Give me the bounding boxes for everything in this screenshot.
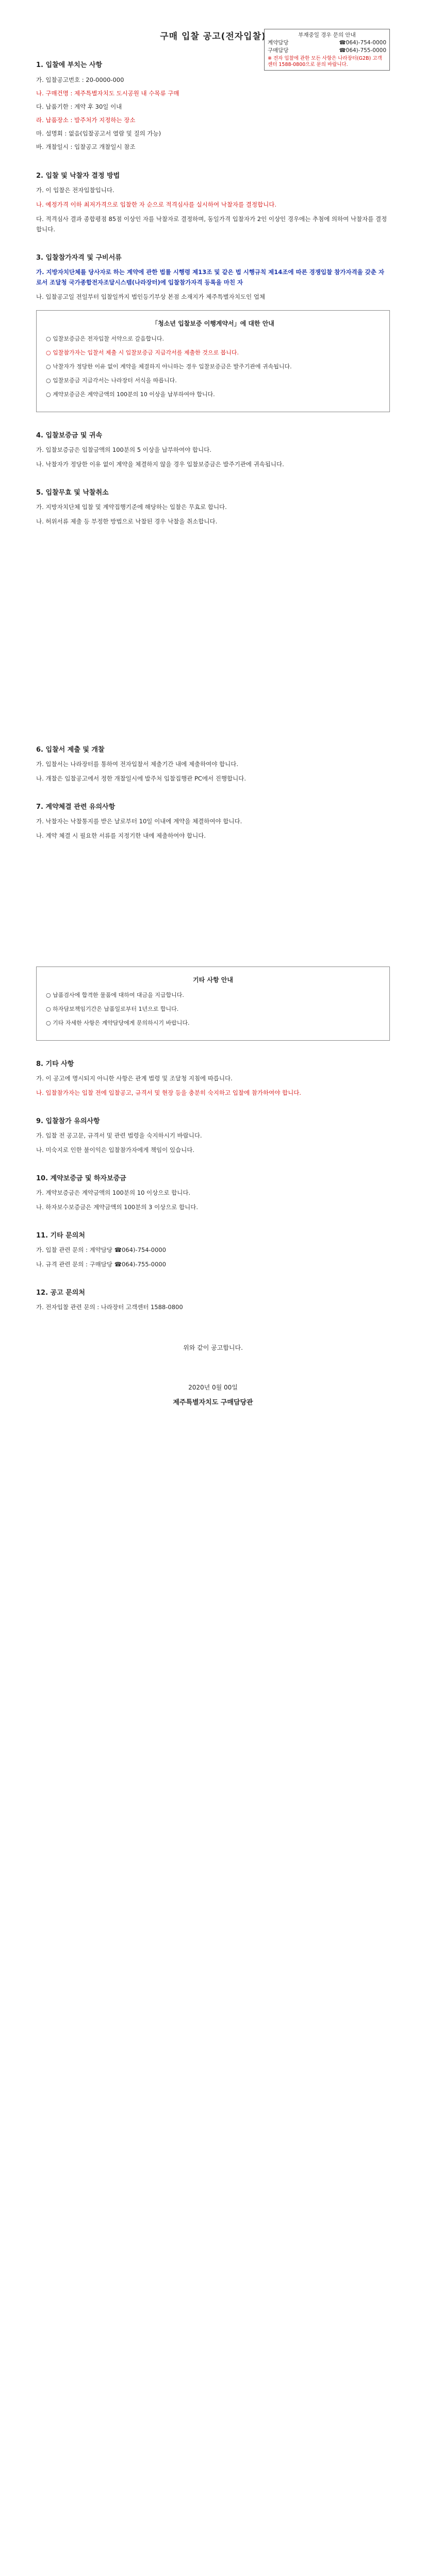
notice-box-title: 기타 사항 안내 xyxy=(193,976,233,984)
paragraph: 나. 입찰공고일 전일부터 입찰일까지 법인등기부상 본점 소재지가 제주특별자치도인 업체 xyxy=(36,293,265,300)
paragraph: 가. 입찰보증금은 입찰금액의 100분의 5 이상을 납부하여야 합니다. xyxy=(36,446,211,453)
section-3 xyxy=(36,252,390,302)
paragraph: 가. 입찰 관련 문의 : 계약담당 ☎064)-754-0000 xyxy=(36,1246,166,1253)
section-12 xyxy=(36,1287,390,1312)
contact-label: 계약담당 xyxy=(268,40,289,46)
section-title: 1. 입찰에 부치는 사항 xyxy=(36,61,103,69)
paragraph: 나. 하자보수보증금은 계약금액의 100분의 3 이상으로 합니다. xyxy=(36,1204,199,1211)
notice-line: ○ 입찰보증금은 전자입찰 서약으로 갈음합니다. xyxy=(46,335,164,342)
contact-box xyxy=(264,29,390,71)
notice-box xyxy=(36,967,390,1041)
paragraph: 나. 예정가격 이하 최저가격으로 입찰한 자 순으로 적격심사를 실시하여 낙찰자를 결정합니다. xyxy=(36,201,277,208)
paragraph: 가. 전자입찰 관련 문의 : 나라장터 고객센터 1588-0800 xyxy=(36,1303,183,1311)
page-title: 구매 입찰 공고(전자입찰) xyxy=(160,31,266,42)
list-item: 마. 설명회 : 없음(입찰공고서 열람 및 질의 가능) xyxy=(36,130,161,137)
paragraph: 나. 개찰은 입찰공고에서 정한 개찰일시에 발주처 입찰집행관 PC에서 진행합니다. xyxy=(36,775,247,782)
contact-value: ☎064)-754-0000 xyxy=(339,40,386,46)
notice-line: ○ 납품검사에 합격한 물품에 대하여 대금을 지급합니다. xyxy=(46,992,184,998)
section-1-items xyxy=(36,74,390,152)
paragraph: 가. 지방자치단체를 당사자로 하는 계약에 관한 법률 시행령 제13조 및 같은 법 시행규칙 제14조에 따른 경쟁입찰 참가자격을 갖춘 자로서 조달청 국가종합전자조달시스템(나라장터)에 입찰참가자격 등록을 마친 자 xyxy=(36,268,384,286)
section-10 xyxy=(36,1173,390,1212)
paragraph: 다. 적격심사 결과 종합평점 85점 이상인 자를 낙찰자로 결정하며, 동일가격 입찰자가 2인 이상인 경우에는 추첨에 의하여 낙찰자를 결정합니다. xyxy=(36,215,387,233)
paragraph: 가. 계약보증금은 계약금액의 100분의 10 이상으로 합니다. xyxy=(36,1189,191,1196)
section-title: 3. 입찰참가자격 및 구비서류 xyxy=(36,254,122,262)
paragraph: 나. 미숙지로 인한 불이익은 입찰참가자에게 책임이 있습니다. xyxy=(36,1146,194,1154)
notice-line: ○ 기타 자세한 사항은 계약담당에게 문의하시기 바랍니다. xyxy=(46,1020,190,1026)
paragraph: 가. 입찰서는 나라장터를 통하여 전자입찰서 제출기간 내에 제출하여야 합니다. xyxy=(36,760,239,768)
paragraph: 가. 지방자치단체 입찰 및 계약집행기준에 해당하는 입찰은 무효로 합니다. xyxy=(36,503,227,511)
contact-label: 구매담당 xyxy=(268,47,289,54)
list-item: 가. 입찰공고번호 : 20-0000-000 xyxy=(36,76,124,83)
contact-note: ※ 전자 입찰에 관한 모든 사항은 나라장터(G2B) 고객센터 1588-0800으로 문의 바랍니다. xyxy=(268,56,382,67)
section-title: 7. 계약체결 관련 유의사항 xyxy=(36,803,116,811)
section-title: 9. 입찰참가 유의사항 xyxy=(36,1117,100,1125)
notice-box-title: 「청소년 입찰보증 이행계약서」에 대한 안내 xyxy=(152,320,274,327)
notice-line: ○ 하자담보책임기간은 납품일로부터 1년으로 합니다. xyxy=(46,1006,179,1012)
section-1 xyxy=(36,59,390,152)
list-item: 라. 납품장소 : 발주처가 지정하는 장소 xyxy=(36,116,136,124)
section-title: 11. 기타 문의처 xyxy=(36,1232,85,1240)
list-item: 나. 구매건명 : 제주특별자치도 도시공원 내 수목류 구매 xyxy=(36,90,179,97)
notice-box xyxy=(36,310,390,412)
section-11 xyxy=(36,1230,390,1269)
paragraph: 가. 낙찰자는 낙찰통지를 받은 날로부터 10일 이내에 계약을 체결하여야 합니다. xyxy=(36,818,242,825)
paragraph: 나. 입찰참가자는 입찰 전에 입찰공고, 규격서 및 현장 등을 충분히 숙지하고 입찰에 참가하여야 합니다. xyxy=(36,1089,301,1096)
paragraph: 가. 입찰 전 공고문, 규격서 및 관련 법령을 숙지하시기 바랍니다. xyxy=(36,1132,202,1139)
section-6 xyxy=(36,744,390,784)
list-item: 바. 개찰일시 : 입찰공고 개찰일시 참조 xyxy=(36,143,136,150)
notice-line: ○ 계약보증금은 계약금액의 100분의 10 이상을 납부하여야 합니다. xyxy=(46,391,215,398)
closing-statement: 위와 같이 공고합니다. xyxy=(183,1344,243,1351)
section-5 xyxy=(36,487,390,527)
notice-date: 2020년 0월 00일 xyxy=(188,1384,238,1391)
notice-line: ○ 입찰참가자는 입찰서 제출 시 입찰보증금 지급각서를 제출한 것으로 봅니다. xyxy=(46,349,239,356)
paragraph: 가. 이 공고에 명시되지 아니한 사항은 관계 법령 및 조달청 지침에 따릅니다. xyxy=(36,1075,233,1082)
section-7 xyxy=(36,801,390,841)
section-title: 2. 입찰 및 낙찰자 결정 방법 xyxy=(36,172,120,180)
paragraph: 나. 허위서류 제출 등 부정한 방법으로 낙찰된 경우 낙찰을 취소합니다. xyxy=(36,518,218,525)
contact-row xyxy=(268,47,386,55)
contact-box-header: 부재중일 경우 문의 안내 xyxy=(298,32,356,38)
notice-line: ○ 낙찰자가 정당한 이유 없이 계약을 체결하지 아니하는 경우 입찰보증금은 발주기관에 귀속됩니다. xyxy=(46,363,292,370)
section-8 xyxy=(36,1058,390,1098)
section-title: 5. 입찰무효 및 낙찰취소 xyxy=(36,489,109,497)
notice-line: ○ 입찰보증금 지급각서는 나라장터 서식을 따릅니다. xyxy=(46,377,177,384)
paragraph: 나. 규격 관련 문의 : 구매담당 ☎064)-755-0000 xyxy=(36,1261,166,1268)
paragraph: 나. 계약 체결 시 필요한 서류를 지정기한 내에 제출하여야 합니다. xyxy=(36,832,206,839)
section-title: 10. 계약보증금 및 하자보증금 xyxy=(36,1175,126,1182)
paragraph: 나. 낙찰자가 정당한 이유 없이 계약을 체결하지 않을 경우 입찰보증금은 발주기관에 귀속됩니다. xyxy=(36,461,284,468)
contact-row xyxy=(268,39,386,47)
paragraph: 가. 이 입찰은 전자입찰입니다. xyxy=(36,187,114,194)
section-2 xyxy=(36,170,390,234)
section-title: 4. 입찰보증금 및 귀속 xyxy=(36,432,103,439)
section-title: 6. 입찰서 제출 및 개찰 xyxy=(36,746,105,754)
section-title: 12. 공고 문의처 xyxy=(36,1289,85,1297)
section-4 xyxy=(36,430,390,469)
list-item: 다. 납품기한 : 계약 후 30일 이내 xyxy=(36,103,122,110)
section-title: 8. 기타 사항 xyxy=(36,1060,74,1068)
contact-value: ☎064)-755-0000 xyxy=(339,47,386,54)
spacer xyxy=(36,531,390,726)
section-9 xyxy=(36,1115,390,1155)
spacer xyxy=(36,845,390,958)
issuing-organization: 제주특별자치도 구매담당관 xyxy=(173,1399,253,1406)
